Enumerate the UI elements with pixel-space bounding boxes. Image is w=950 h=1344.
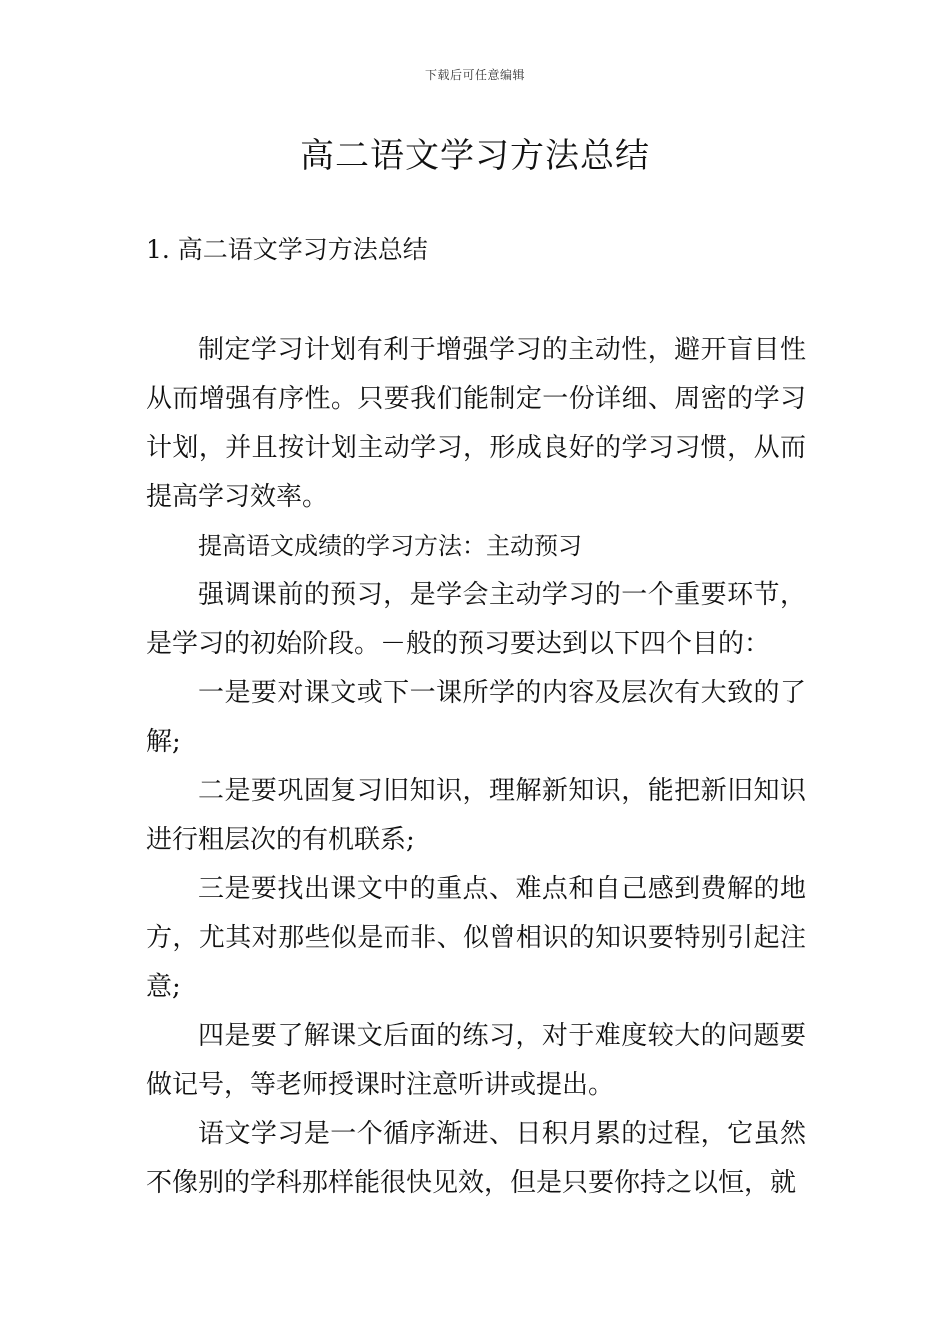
paragraph-subheading-preview: 提高语文成绩的学习方法：主动预习 — [198, 532, 582, 560]
header-note: 下载后可任意编辑 — [424, 68, 525, 82]
document-body — [146, 326, 806, 1208]
paragraph-goal-four: 四是要了解课文后面的练习，对于难度较大的问题要做记号，等老师授课时注意听讲或提出。 — [146, 1021, 806, 1100]
paragraph-preview-importance: 强调课前的预习，是学会主动学习的一个重要环节，是学习的初始阶段。－般的预习要达到以下四个目的： — [146, 580, 806, 659]
section-heading: 1. 高二语文学习方法总结 — [146, 235, 428, 264]
paragraph-gradual-process: 语文学习是一个循序渐进、日积月累的过程，它虽然不像别的学科那样能很快见效，但是只要你持之以恒，就 — [146, 1119, 806, 1198]
paragraph-study-plan: 制定学习计划有利于增强学习的主动性，避开盲目性从而增强有序性。只要我们能制定一份详细、周密的学习计划，并且按计划主动学习，形成良好的学习习惯，从而提高学习效率。 — [146, 335, 806, 512]
paragraph-goal-two: 二是要巩固复习旧知识，理解新知识，能把新旧知识进行粗层次的有机联系; — [146, 776, 806, 855]
paragraph-goal-three: 三是要找出课文中的重点、难点和自己感到费解的地方，尤其对那些似是而非、似曾相识的知识要特别引起注意; — [146, 874, 806, 1002]
document-title: 高二语文学习方法总结 — [300, 136, 650, 176]
paragraph-goal-one: 一是要对课文或下一课所学的内容及层次有大致的了解; — [146, 678, 806, 757]
